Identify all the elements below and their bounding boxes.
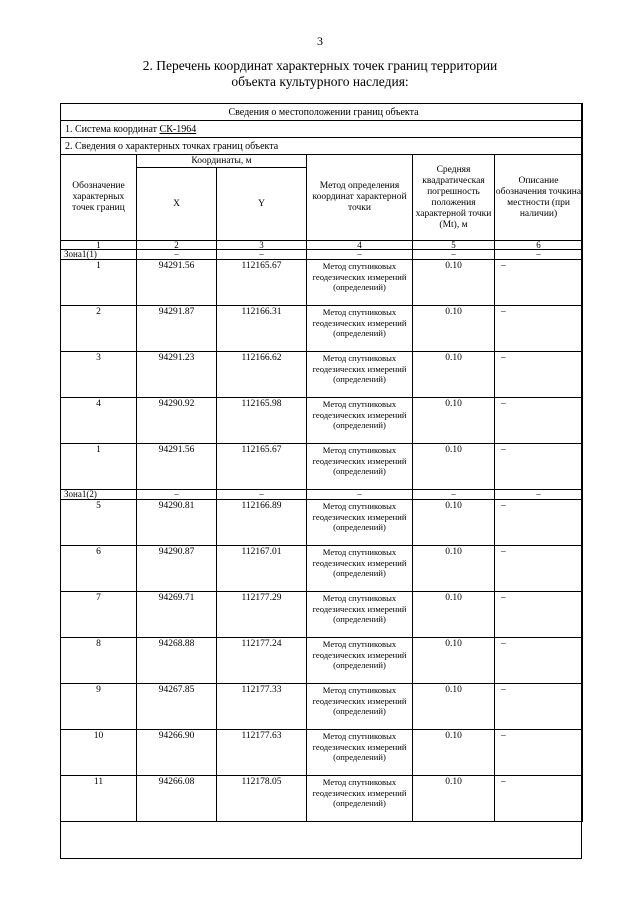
table-row xyxy=(61,398,583,444)
column-number: 5 xyxy=(413,241,495,250)
header-x: X xyxy=(137,168,217,241)
point-x: 94269.71 xyxy=(137,592,217,638)
point-method: Метод спутниковых геодезических измерений (определений) xyxy=(307,352,413,398)
page-number: 3 xyxy=(317,34,323,48)
point-method: Метод спутниковых геодезических измерений (определений) xyxy=(307,500,413,546)
point-y: 112177.33 xyxy=(217,684,307,730)
point-method: Метод спутниковых геодезических измерений (определений) xyxy=(307,306,413,352)
column-number: 6 xyxy=(495,241,583,250)
point-y: 112167.01 xyxy=(217,546,307,592)
column-numbers-row xyxy=(61,241,583,250)
point-y: 112165.98 xyxy=(217,398,307,444)
point-method: Метод спутниковых геодезических измерений (определений) xyxy=(307,684,413,730)
point-description: – xyxy=(495,398,583,444)
header-coordinates: Координаты, м xyxy=(137,155,307,168)
point-x: 94291.56 xyxy=(137,260,217,306)
point-description: – xyxy=(495,592,583,638)
point-id: 1 xyxy=(61,444,137,490)
point-x: 94266.08 xyxy=(137,776,217,822)
point-x: 94266.90 xyxy=(137,730,217,776)
zone-dash: – xyxy=(137,250,217,260)
point-error: 0.10 xyxy=(413,638,495,684)
table-caption: Сведения о местоположении границ объекта xyxy=(61,104,583,121)
point-error: 0.10 xyxy=(413,352,495,398)
point-id: 8 xyxy=(61,638,137,684)
point-method: Метод спутниковых геодезических измерений (определений) xyxy=(307,776,413,822)
point-x: 94267.85 xyxy=(137,684,217,730)
header-error: Средняя квадратическая погрешность положения характерной точки (Mt), м xyxy=(413,155,495,241)
point-y: 112166.62 xyxy=(217,352,307,398)
zone-name: Зона1(2) xyxy=(61,490,137,500)
point-error: 0.10 xyxy=(413,592,495,638)
point-id: 5 xyxy=(61,500,137,546)
point-error: 0.10 xyxy=(413,684,495,730)
table-row xyxy=(61,546,583,592)
zone-name: Зона1(1) xyxy=(61,250,137,260)
point-method: Метод спутниковых геодезических измерений (определений) xyxy=(307,398,413,444)
point-y: 112166.31 xyxy=(217,306,307,352)
zone-dash: – xyxy=(217,250,307,260)
coordinate-system-row xyxy=(61,121,583,138)
point-y: 112165.67 xyxy=(217,444,307,490)
column-number: 4 xyxy=(307,241,413,250)
point-error: 0.10 xyxy=(413,776,495,822)
coordinate-system-value: СК-1964 xyxy=(159,123,197,135)
point-method: Метод спутниковых геодезических измерений (определений) xyxy=(307,260,413,306)
point-id: 2 xyxy=(61,306,137,352)
point-error: 0.10 xyxy=(413,398,495,444)
point-description: – xyxy=(495,546,583,592)
point-x: 94290.92 xyxy=(137,398,217,444)
zone-dash: – xyxy=(413,490,495,500)
point-description: – xyxy=(495,776,583,822)
point-id: 3 xyxy=(61,352,137,398)
point-description: – xyxy=(495,260,583,306)
column-number: 3 xyxy=(217,241,307,250)
zone-dash: – xyxy=(137,490,217,500)
point-id: 6 xyxy=(61,546,137,592)
column-number: 2 xyxy=(137,241,217,250)
point-description: – xyxy=(495,306,583,352)
point-y: 112177.24 xyxy=(217,638,307,684)
header-description: Описание обозначения точкина местности (при наличии) xyxy=(495,155,583,241)
table-row xyxy=(61,776,583,822)
table-row xyxy=(61,260,583,306)
point-x: 94291.23 xyxy=(137,352,217,398)
zone-row xyxy=(61,250,583,260)
point-error: 0.10 xyxy=(413,260,495,306)
point-error: 0.10 xyxy=(413,500,495,546)
point-description: – xyxy=(495,444,583,490)
table-row xyxy=(61,730,583,776)
point-error: 0.10 xyxy=(413,730,495,776)
zone-dash: – xyxy=(495,250,583,260)
point-description: – xyxy=(495,352,583,398)
point-method: Метод спутниковых геодезических измерений (определений) xyxy=(307,592,413,638)
point-y: 112177.63 xyxy=(217,730,307,776)
point-id: 11 xyxy=(61,776,137,822)
column-number: 1 xyxy=(61,241,137,250)
title-line-2: объекта культурного наследия: xyxy=(231,74,409,89)
point-error: 0.10 xyxy=(413,444,495,490)
point-x: 94291.87 xyxy=(137,306,217,352)
point-id: 10 xyxy=(61,730,137,776)
point-error: 0.10 xyxy=(413,306,495,352)
header-designation: Обозначение характерных точек границ xyxy=(61,155,137,241)
point-method: Метод спутниковых геодезических измерений (определений) xyxy=(307,444,413,490)
coordinates-table xyxy=(60,103,583,822)
zone-row xyxy=(61,490,583,500)
point-method: Метод спутниковых геодезических измерений (определений) xyxy=(307,730,413,776)
point-error: 0.10 xyxy=(413,546,495,592)
header-y: Y xyxy=(217,168,307,241)
point-y: 112177.29 xyxy=(217,592,307,638)
table-row xyxy=(61,500,583,546)
header-method: Метод определения координат характерной точки xyxy=(307,155,413,241)
point-id: 7 xyxy=(61,592,137,638)
point-description: – xyxy=(495,500,583,546)
point-description: – xyxy=(495,684,583,730)
title-line-1: 2. Перечень координат характерных точек границ территории xyxy=(142,58,498,73)
point-y: 112178.05 xyxy=(217,776,307,822)
page-title xyxy=(80,58,560,90)
point-id: 9 xyxy=(61,684,137,730)
zone-dash: – xyxy=(413,250,495,260)
zone-dash: – xyxy=(217,490,307,500)
table-row xyxy=(61,592,583,638)
point-description: – xyxy=(495,638,583,684)
table-row xyxy=(61,638,583,684)
point-id: 1 xyxy=(61,260,137,306)
point-description: – xyxy=(495,730,583,776)
table-row xyxy=(61,444,583,490)
zone-dash: – xyxy=(495,490,583,500)
point-y: 112166.89 xyxy=(217,500,307,546)
point-method: Метод спутниковых геодезических измерений (определений) xyxy=(307,546,413,592)
table-row xyxy=(61,684,583,730)
point-x: 94291.56 xyxy=(137,444,217,490)
coordinate-system-label: 1. Система координат xyxy=(65,123,160,135)
point-x: 94268.88 xyxy=(137,638,217,684)
point-y: 112165.67 xyxy=(217,260,307,306)
point-id: 4 xyxy=(61,398,137,444)
table-row xyxy=(61,306,583,352)
table-row xyxy=(61,352,583,398)
zone-dash: – xyxy=(307,490,413,500)
point-method: Метод спутниковых геодезических измерений (определений) xyxy=(307,638,413,684)
point-x: 94290.81 xyxy=(137,500,217,546)
points-caption: 2. Сведения о характерных точках границ объекта xyxy=(61,138,583,155)
zone-dash: – xyxy=(307,250,413,260)
point-x: 94290.87 xyxy=(137,546,217,592)
